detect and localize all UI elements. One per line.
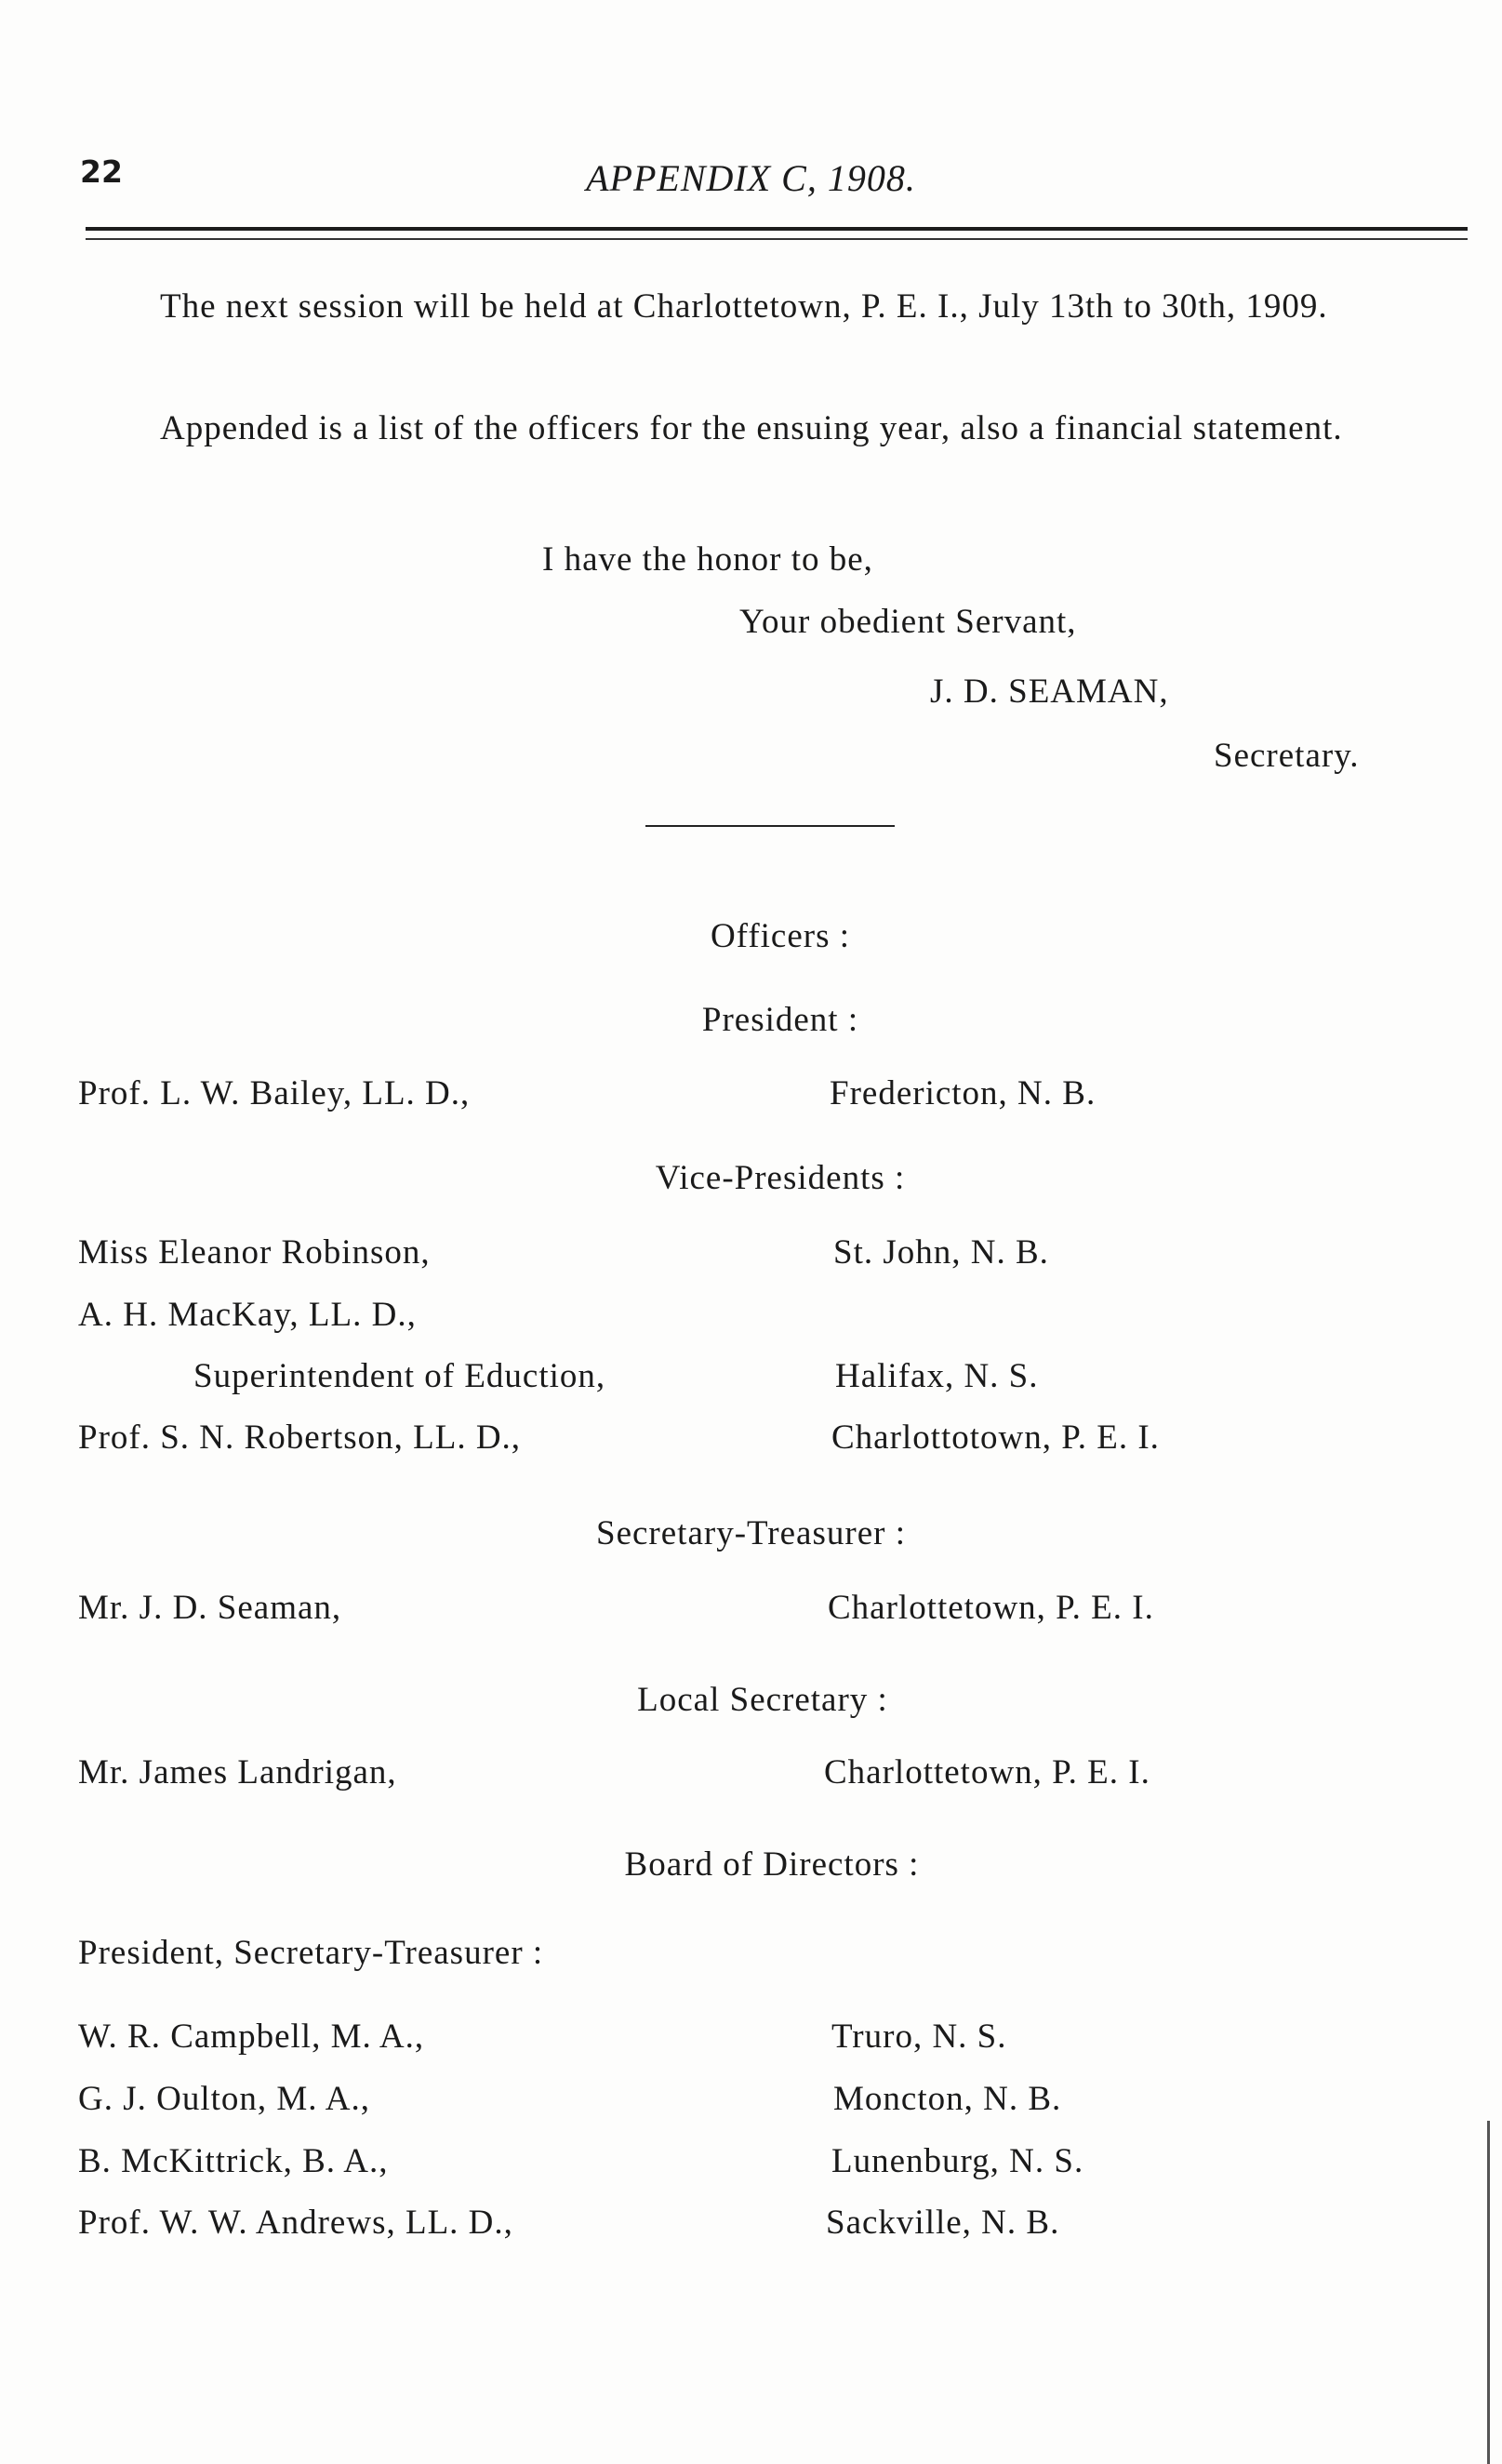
director-place: Truro, N. S. bbox=[831, 2018, 1007, 2056]
officers-heading: Officers : bbox=[710, 917, 851, 955]
closing-line-2: Your obedient Servant, bbox=[739, 603, 1077, 641]
page-edge-shadow bbox=[1487, 2121, 1490, 2464]
president-heading: President : bbox=[701, 1001, 859, 1039]
vice-presidents-heading: Vice-Presidents : bbox=[655, 1159, 906, 1197]
signature-title: Secretary. bbox=[1214, 737, 1360, 775]
closing-line-1: I have the honor to be, bbox=[542, 540, 873, 579]
vice-president-name: Prof. S. N. Robertson, LL. D., bbox=[78, 1418, 522, 1457]
vice-president-name: Miss Eleanor Robinson, bbox=[78, 1233, 431, 1272]
letter-paragraph-1 bbox=[80, 283, 1475, 330]
director-name: Prof. W. W. Andrews, LL. D., bbox=[78, 2204, 513, 2242]
board-of-directors-heading: Board of Directors : bbox=[624, 1845, 920, 1884]
director-name: W. R. Campbell, M. A., bbox=[78, 2018, 425, 2056]
secretary-treasurer-heading: Secretary-Treasurer : bbox=[596, 1514, 906, 1552]
signature-name: J. D. SEAMAN, bbox=[930, 673, 1169, 711]
director-place: Lunenburg, N. S. bbox=[831, 2142, 1084, 2180]
vice-president-name: A. H. MacKay, LL. D., bbox=[78, 1296, 417, 1334]
director-name: G. J. Oulton, M. A., bbox=[78, 2080, 370, 2118]
director-name: B. McKittrick, B. A., bbox=[78, 2142, 389, 2180]
header-rule-thick bbox=[86, 227, 1468, 231]
running-header: APPENDIX C, 1908. bbox=[586, 157, 916, 199]
director-place: Sackville, N. B. bbox=[826, 2204, 1060, 2242]
local-secretary-heading: Local Secretary : bbox=[637, 1681, 888, 1719]
secretary-treasurer-name: Mr. J. D. Seaman, bbox=[78, 1589, 342, 1627]
board-subheading: President, Secretary-Treasurer : bbox=[78, 1934, 544, 1972]
vice-president-place: Charlottotown, P. E. I. bbox=[831, 1418, 1160, 1457]
director-place: Moncton, N. B. bbox=[833, 2080, 1062, 2118]
page-number: 22 bbox=[80, 153, 123, 190]
secretary-treasurer-place: Charlottetown, P. E. I. bbox=[828, 1589, 1154, 1627]
vice-president-place: St. John, N. B. bbox=[833, 1233, 1049, 1272]
section-divider bbox=[645, 825, 895, 827]
president-name: Prof. L. W. Bailey, LL. D., bbox=[78, 1074, 471, 1112]
local-secretary-place: Charlottetown, P. E. I. bbox=[824, 1753, 1150, 1791]
vice-president-name: Superintendent of Eduction, bbox=[193, 1357, 606, 1395]
letter-paragraph-1-text: The next session will be held at Charlottetown, P. E. I., July 13th to 30th, 1909. bbox=[160, 287, 1328, 326]
vice-president-place: Halifax, N. S. bbox=[835, 1357, 1039, 1395]
letter-paragraph-2 bbox=[80, 405, 1475, 452]
header-rule-thin bbox=[86, 238, 1468, 240]
president-place: Fredericton, N. B. bbox=[830, 1074, 1097, 1112]
local-secretary-name: Mr. James Landrigan, bbox=[78, 1753, 397, 1791]
letter-paragraph-2-text: Appended is a list of the officers for the ensuing year, also a financial statement. bbox=[160, 409, 1343, 447]
